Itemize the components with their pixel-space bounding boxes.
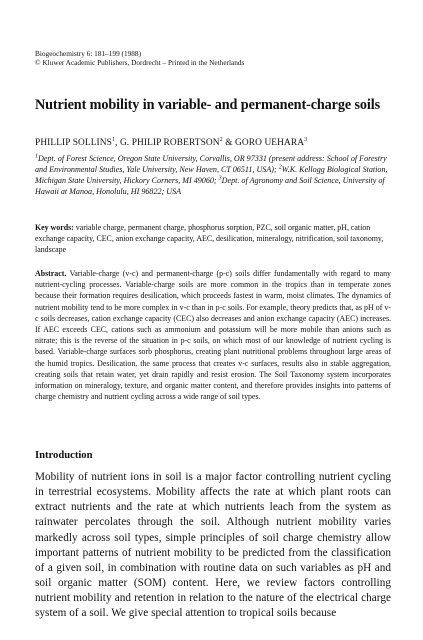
author-line bbox=[35, 138, 391, 148]
abstract-text: Variable-charge (v-c) and permanent-charge (p-c) soils differ fundamentally with regard to many nutrient-cycling processes. Variable-charge soils are more common in the tropics than in temperate zones because their formation requires desilication, which proceeds fastest in warm, moist climates. The dynamics of nutrient mobility tend to be more complex in v-c than in p-c soils. For example, theory predicts that, as pH of v-c soils decreases, cation exchange capacity (CEC) also decreases and anion exchange capacity (AEC) increases. If AEC exceeds CEC, cations such as ammonium and potassium will be more mobile than anions such as nitrate; this is the reverse of the situation in p-c soils, on which most of our knowledge of nutrient cycling is based. Variable-charge surfaces sorb phosphorus, creating plant nutritional problems throughout large areas of the humid tropics. Desilication, the same process that creates v-c surfaces, results also in stable aggregation, creating soils that retain water, yet drain rapidly and resist erosion. The Soil Taxonomy system incorporates information on mineralogy, texture, and organic matter content, and therefore provides insights into patterns of charge chemistry and nutrient cycling across a wide range of soil types. bbox=[35, 269, 391, 402]
journal-header bbox=[35, 49, 391, 67]
author-2-sup: 2 bbox=[219, 136, 223, 143]
abstract-label: Abstract. bbox=[35, 269, 67, 278]
affil-3-sup: 3 bbox=[218, 175, 222, 182]
affil-1-sup: 1 bbox=[35, 153, 38, 160]
keywords-text: variable charge, permanent charge, phosphorus sorption, PZC, soil organic matter, pH, cation exchange capacity, CEC, anion exchange capacity, AEC, desilication, mineralogy, nitrification, soil taxonomy, landscape bbox=[35, 223, 384, 254]
author-1: PHILLIP SOLLINS bbox=[35, 138, 112, 148]
article-title: Nutrient mobility in variable- and permanent-charge soils bbox=[35, 97, 381, 113]
journal-citation: Biogeochemistry 6: 181–199 (1988) bbox=[35, 49, 141, 58]
author-3-sup: 3 bbox=[304, 136, 308, 143]
author-1-sup: 1 bbox=[111, 136, 116, 143]
section-heading-introduction: Introduction bbox=[35, 450, 93, 461]
keywords-label: Key words: bbox=[35, 223, 74, 232]
affil-1: Dept. of Forest Science, Oregon State University, Corvallis, OR 97331 (present address: School of Forestry and Environmental Studies, Yale University, New Haven, CT 06511, USA); bbox=[35, 154, 387, 174]
affil-3: Dept. of Agronomy and Soil Science, University of Hawaii at Manoa, Honolulu, HI 96822; USA bbox=[35, 176, 385, 196]
author-3: GORO UEHARA bbox=[235, 138, 305, 148]
keywords bbox=[35, 222, 391, 255]
introduction-text: Mobility of nutrient ions in soil is a major factor controlling nutrient cycling in terrestrial ecosystems. Mobility affects the rate at which plant roots can extract nutrients and the rate at which nutrients leach from the system as rainwater percolates through the soil. Although nutrient mobility varies markedly across soil types, simple principles of soil charge chemistry allow important patterns of nutrient mobility to be predicted from the classification of a given soil, in combination with routine data on such variables as pH and soil organic matter (SOM) content. Here, we review factors controlling nutrient mobility and retention in relation to the nature of the electrical charge system of a soil. We give special attention to tropical soils because bbox=[35, 471, 391, 620]
author-sep-2: & bbox=[222, 138, 236, 148]
author-sep-1: , bbox=[115, 138, 120, 148]
affil-2: W.K. Kellogg Biological Station, Michigan State University, Hickory Corners, MI 49060; bbox=[35, 165, 388, 185]
affil-2-sup: 2 bbox=[278, 164, 282, 171]
abstract bbox=[35, 268, 391, 402]
publisher-line: © Kluwer Academic Publishers, Dordrecht – Printed in the Netherlands bbox=[35, 58, 245, 67]
author-2: G. PHILIP ROBERTSON bbox=[119, 138, 220, 148]
affiliations bbox=[35, 153, 391, 197]
